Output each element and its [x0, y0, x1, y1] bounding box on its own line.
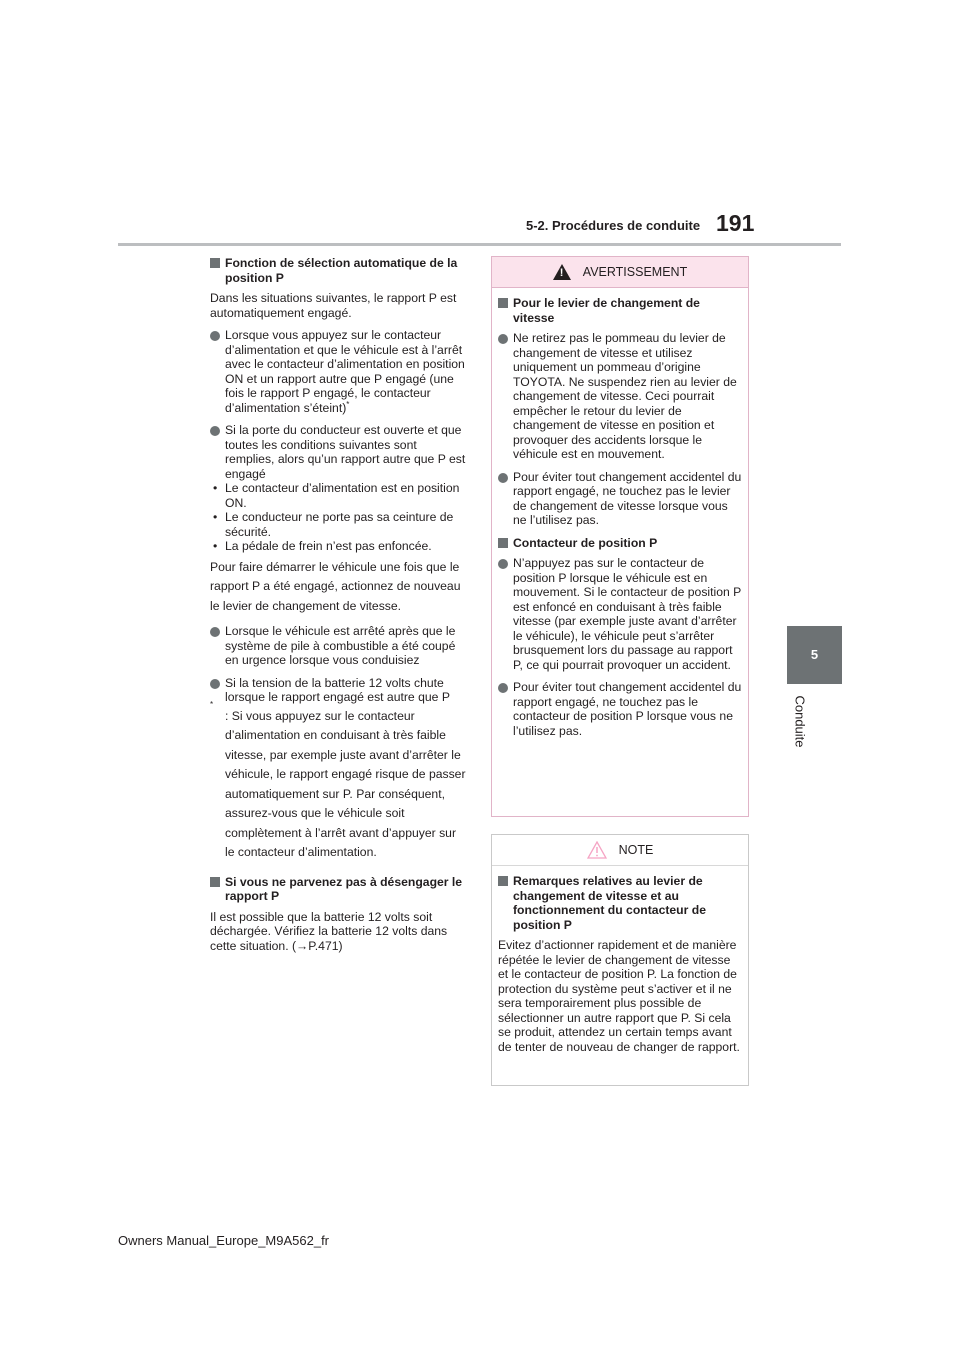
paragraph: Pour faire démarrer le véhicule une fois que le rapport P a été engagé, actionnez de nouveau le levier de changement de vitesse. [210, 559, 461, 613]
header-rule [118, 243, 841, 246]
subsection-heading [210, 875, 468, 904]
bullet-text: Si la tension de la batterie 12 volts chute lorsque le rapport engagé est autre que P [225, 675, 450, 704]
bullet-item [498, 331, 742, 462]
subsection-heading [498, 536, 742, 551]
subsection-heading [498, 874, 742, 932]
footnote-text: : Si vous appuyez sur le contacteur d’alimentation en conduisant à très faible vitesse, par exemple juste avant d’arrêter le véhicule, le rapport engagé risque de passer automatiquement sur P. Par conséquent, assurez-vous que le véhicule soit complètement à l’arrêt avant d’appuyer sur le contacteur d’alimentation. [225, 708, 466, 859]
footnote: * : Si vous appuyez sur le contacteur d’alimentation en conduisant à très faible vitesse, par exemple juste avant d’arrêter le véhicule, le rapport engagé risque de passer automatiquement sur P. Par conséquent, assurez-vous que le véhicule soit complètement à l’arrêt avant d’appuyer sur le contacteur d’alimentation. [210, 699, 466, 859]
circle-bullet-icon [498, 559, 508, 569]
bullet-point-icon: • [213, 510, 218, 524]
bullet-item [210, 328, 468, 415]
sub-bullet [210, 481, 468, 510]
circle-bullet-icon [210, 627, 220, 637]
bullet-text: Lorsque le véhicule est arrêté après que le système de pile à combustible a été coupé en urgence lorsque vous conduisiez [225, 624, 456, 667]
bullet-text: Ne retirez pas le pommeau du levier de changement de vitesse et utilisez uniquement un pommeau d’origine TOYOTA. Ne suspendez rien au levier de changement de vitesse. Ceci pourrait empêcher le retour du levier de changement de vitesse en position et provoquer des accidents lorsque le véhicule est en mouvement. [513, 331, 737, 461]
bullet-point-icon: • [213, 539, 218, 553]
heading-text: Remarques relatives au levier de changement de vitesse et au fonctionnement du contacteur de position P [513, 874, 706, 932]
bullet-text: N’appuyez pas sur le contacteur de position P lorsque le véhicule est en mouvement. Si le contacteur de position P est enfoncé en conduisant à très faible vitesse (par exemple juste avant d’arrêter le véhicule), le véhicule peut s’arrêter brusquement lors du passage au rapport P, ce qui pourrait provoquer un accident. [513, 556, 742, 672]
warning-body [492, 288, 748, 752]
bullet-point-icon: • [213, 481, 218, 495]
left-column [210, 256, 468, 961]
sub-bullet [210, 539, 468, 554]
sub-bullet-text: Le contacteur d’alimentation est en position ON. [225, 481, 460, 510]
note-title-bar [492, 835, 748, 866]
note-body [492, 866, 748, 1068]
bullet-item [498, 470, 742, 528]
note-box [491, 834, 749, 1086]
circle-bullet-icon [210, 426, 220, 436]
chapter-label [792, 692, 808, 752]
square-bullet-icon [210, 258, 220, 268]
bullet-item [210, 423, 468, 554]
subsection-heading [498, 296, 742, 325]
subsection-heading [210, 256, 468, 285]
sub-bullet [210, 510, 468, 539]
bullet-text: Si la porte du conducteur est ouverte et que toutes les conditions suivantes sont remplies, alors qu’un rapport autre que P est engagé [225, 423, 466, 481]
footer-text: Owners Manual_Europe_M9A562_fr [118, 1233, 330, 1248]
paragraph: Il est possible que la batterie 12 volts soit déchargée. Vérifiez la batterie 12 volts dans cette situation. (→P.471) [210, 909, 448, 953]
bullet-text: Pour éviter tout changement accidentel du rapport engagé, ne touchez pas le contacteur de position P lorsque vous ne l’utilisez pas. [513, 680, 742, 738]
circle-bullet-icon [498, 473, 508, 483]
chapter-label-text: Conduite [792, 695, 808, 748]
circle-bullet-icon [210, 331, 220, 341]
bullet-item [498, 680, 742, 738]
warning-title: AVERTISSEMENT [582, 264, 688, 279]
heading-text: Fonction de sélection automatique de la position P [225, 256, 458, 285]
paragraph: Evitez d’actionner rapidement et de manière répétée le levier de changement de vitesse et le contacteur de position P. La fonction de protection du système peut s’activer et il ne sera temporairement plus possible de sélectionner un autre rapport que P. Si cela se produit, attendez un certain temps avant de tenter de nouveau de changer de rapport. [498, 938, 740, 1054]
warning-box [491, 256, 749, 817]
circle-bullet-icon [498, 683, 508, 693]
paragraph: Dans les situations suivantes, le rapport P est automatiquement engagé. [210, 291, 457, 320]
footnote-marker: * [346, 399, 350, 409]
heading-text: Si vous ne parvenez pas à désengager le rapport P [225, 874, 463, 903]
section-title: 5-2. Procédures de conduite [526, 218, 701, 233]
heading-text: Pour le levier de changement de vitesse [513, 296, 700, 325]
bullet-text: Lorsque vous appuyez sur le contacteur d’alimentation et que le véhicule est à l’arrêt avec le contacteur d’alimentation en position ON et un rapport autre que P engagé (une fois le rapport P engagé, le contacteur d’alimentation s’éteint) [225, 328, 465, 415]
square-bullet-icon [498, 876, 508, 886]
sub-bullet-text: Le conducteur ne porte pas sa ceinture de sécurité. [225, 510, 454, 539]
bullet-item [210, 676, 468, 705]
bullet-text: Pour éviter tout changement accidentel du rapport engagé, ne touchez pas le levier de changement de vitesse lorsque vous ne l’utilisez pas. [513, 469, 742, 527]
square-bullet-icon [210, 877, 220, 887]
heading-text: Contacteur de position P [513, 535, 658, 550]
caution-icon [587, 841, 607, 859]
circle-bullet-icon [210, 679, 220, 689]
warning-title-bar [492, 257, 748, 288]
bullet-item [210, 624, 468, 668]
square-bullet-icon [498, 538, 508, 548]
note-title: NOTE [618, 842, 654, 857]
circle-bullet-icon [498, 334, 508, 344]
page-number: 191 [716, 210, 755, 236]
square-bullet-icon [498, 298, 508, 308]
chapter-tab[interactable]: 5 [787, 626, 842, 684]
warning-icon [553, 264, 571, 280]
sub-bullet-text: La pédale de frein n’est pas enfoncée. [225, 539, 432, 553]
bullet-item [498, 556, 742, 672]
